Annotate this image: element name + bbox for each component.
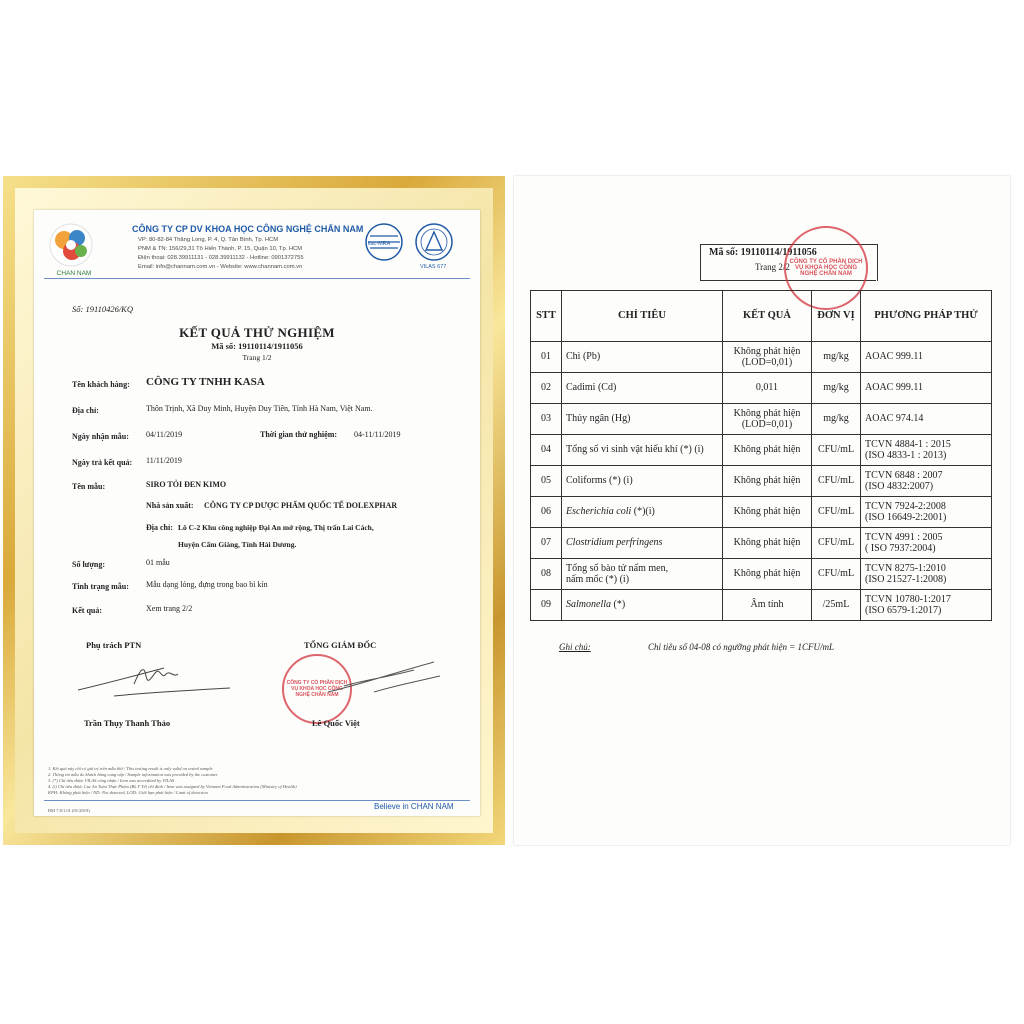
chan-nam-logo-icon	[48, 222, 94, 268]
certificate-page-2	[514, 176, 1010, 845]
cell-chi-tieu: Coliforms (*) (i)	[562, 466, 723, 497]
return-label: Ngày trả kết quả:	[72, 458, 133, 467]
cell-phuong-phap: AOAC 999.11	[861, 373, 992, 404]
table-row	[531, 404, 992, 435]
cell-chi-tieu: Thủy ngân (Hg)	[562, 404, 723, 435]
table-row	[531, 342, 992, 373]
header-ket-qua: KẾT QUẢ	[723, 291, 812, 342]
header-stt: STT	[531, 291, 562, 342]
table-header-row	[531, 291, 992, 342]
sign-right-title: TỔNG GIÁM ĐỐC	[304, 640, 377, 650]
note-text: Chỉ tiêu số 04-08 có ngưỡng phát hiện = 1CFU/mL	[648, 642, 835, 652]
cell-stt: 05	[531, 466, 562, 497]
cell-don-vi: CFU/mL	[812, 466, 861, 497]
cell-stt: 02	[531, 373, 562, 404]
signature-right-icon	[324, 656, 444, 700]
cell-ket-qua	[723, 404, 812, 435]
mfr-address-line-2: Huyện Cẩm Giàng, Tỉnh Hải Dương.	[178, 540, 297, 549]
cell-chi-tieu: Cadimi (Cd)	[562, 373, 723, 404]
cell-phuong-phap: AOAC 999.11	[861, 342, 992, 373]
page-title: KẾT QUẢ THỬ NGHIỆM	[179, 325, 335, 340]
note-label: Ghi chú:	[559, 642, 591, 652]
species-name: Clostridium perfringens	[566, 537, 663, 549]
method-text: TCVN 4991 : 2005	[865, 531, 943, 543]
cell-chi-tieu: Tổng số vi sinh vật hiếu khí (*) (i)	[562, 435, 723, 466]
cell-stt: 08	[531, 559, 562, 590]
footnote-3: 3. (*) Chỉ tiêu được VILAS công nhận / Item was accredited by VILAS	[48, 778, 175, 783]
mfr-address-label: Địa chỉ:	[146, 523, 173, 532]
document-number: Số: 19110426/KQ	[72, 304, 133, 314]
sign-right-name: Lê Quốc Việt	[312, 718, 360, 728]
cell-don-vi: CFU/mL	[812, 497, 861, 528]
cell-phuong-phap	[861, 466, 992, 497]
result-label: Kết quả:	[72, 606, 102, 615]
table-row	[531, 528, 992, 559]
cell-ket-qua: Không phát hiện	[723, 497, 812, 528]
cell-chi-tieu	[562, 497, 723, 528]
cell-don-vi: /25mL	[812, 590, 861, 621]
code-number: Mã số: 19110114/1911056	[211, 341, 303, 351]
address-line-4: Email: info@channam.com.vn - Website: www.channam.com.vn	[138, 264, 303, 270]
mfr-address-line-1: Lô C-2 Khu công nghiệp Đại An mở rộng, Thị trấn Lai Cách,	[178, 523, 374, 532]
cell-chi-tieu: Chì (Pb)	[562, 342, 723, 373]
cell-ket-qua	[723, 342, 812, 373]
address-line-1: VP: 80-82-84 Thăng Long, P. 4, Q. Tân Bình, Tp. HCM	[138, 237, 279, 243]
customer-value: CÔNG TY TNHH KASA	[146, 376, 265, 388]
method-text-2: ( ISO 7937:2004)	[865, 543, 936, 554]
cell-stt: 03	[531, 404, 562, 435]
cell-stt: 01	[531, 342, 562, 373]
cell-phuong-phap	[861, 497, 992, 528]
manufacturer-label: Nhà sản xuất:	[146, 501, 194, 510]
cell-don-vi: mg/kg	[812, 404, 861, 435]
footnote-1: 1. Kết quả này chỉ có giá trị trên mẫu thử / This testing result is only valid on tested sample	[48, 766, 213, 771]
cell-stt: 07	[531, 528, 562, 559]
test-time-label: Thời gian thử nghiệm:	[260, 430, 338, 439]
cell-chi-tieu	[562, 559, 723, 590]
method-text: TCVN 4884-1 : 2015	[865, 438, 951, 450]
table-row	[531, 373, 992, 404]
address-label: Địa chỉ:	[72, 406, 99, 415]
method-text-2: (ISO 21527-1:2008)	[865, 574, 947, 585]
received-label: Ngày nhận mẫu:	[72, 432, 129, 441]
species-name: Salmonella	[566, 599, 611, 611]
slogan: Believe in CHAN NAM	[374, 802, 454, 811]
table-row	[531, 435, 992, 466]
cell-don-vi: CFU/mL	[812, 559, 861, 590]
table-row	[531, 466, 992, 497]
results-table	[530, 290, 992, 621]
result-text: Không phát hiện	[733, 407, 801, 419]
header-don-vi: ĐƠN VỊ	[812, 291, 861, 342]
address-value: Thôn Trịnh, Xã Duy Minh, Huyện Duy Tiên, Tỉnh Hà Nam, Việt Nam.	[146, 404, 373, 413]
sign-left-name: Trần Thụy Thanh Thảo	[84, 718, 171, 728]
cell-stt: 09	[531, 590, 562, 621]
cell-phuong-phap	[861, 435, 992, 466]
method-text-2: (ISO 16649-2:2001)	[865, 512, 947, 523]
gold-frame-inner	[15, 188, 493, 833]
table-row	[531, 497, 992, 528]
sample-label: Tên mẫu:	[72, 482, 106, 491]
code-number-2: Mã số: 19110114/1911056	[709, 247, 817, 258]
result-value: Xem trang 2/2	[146, 604, 193, 613]
logo-name: CHAN NAM	[56, 270, 92, 277]
method-text-2: (ISO 6579-1:2017)	[865, 605, 942, 616]
cell-don-vi: mg/kg	[812, 373, 861, 404]
header-chi-tieu: CHỈ TIÊU	[562, 291, 723, 342]
received-value: 04/11/2019	[146, 430, 183, 439]
signature-left-icon	[74, 656, 234, 700]
vilas-icon	[414, 222, 454, 262]
table-row	[531, 559, 992, 590]
company-stamp-right: CÔNG TY CỔ PHẦN DỊCH VỤ KHOA HỌC CÔNG NGHỆ CHẤN NAM	[784, 226, 868, 310]
method-text: TCVN 10780-1:2017	[865, 593, 951, 605]
header-phuong-phap: PHƯƠNG PHÁP THỬ	[861, 291, 992, 342]
cell-phuong-phap	[861, 528, 992, 559]
cell-phuong-phap: AOAC 974.14	[861, 404, 992, 435]
ilac-mra-label: ilac-MRA	[368, 241, 391, 247]
cell-ket-qua: Không phát hiện	[723, 559, 812, 590]
address-line-2: PNM & TN: 156/29,31 Tô Hiến Thành, P. 15, Quận 10, Tp. HCM	[138, 246, 303, 252]
cell-chi-tieu	[562, 528, 723, 559]
method-text: TCVN 8275-1:2010	[865, 562, 946, 574]
result-text: Không phát hiện	[733, 345, 801, 357]
item-marks: (*)(i)	[631, 506, 655, 518]
return-value: 11/11/2019	[146, 456, 182, 465]
species-name: Escherichia coli	[566, 506, 632, 518]
result-text-2: (LOD=0,01)	[741, 419, 793, 430]
cell-ket-qua: Không phát hiện	[723, 435, 812, 466]
method-text: TCVN 6848 : 2007	[865, 469, 943, 481]
test-time-value: 04-11/11/2019	[354, 430, 401, 439]
quantity-value: 01 mẫu	[146, 558, 170, 567]
cell-don-vi: mg/kg	[812, 342, 861, 373]
method-text-2: (ISO 4832:2007)	[865, 481, 934, 492]
sample-value: SIRO TỎI ĐEN KIMO	[146, 480, 227, 489]
footnote-5: KPH: Không phát hiện / ND: Not detected, LOD: Giới hạn phát hiện / Limit of detection	[48, 790, 208, 795]
company-stamp-left: CÔNG TY CỔ PHẦN DỊCH VỤ KHOA HỌC CÔNG NGHỆ CHẤN NAM	[282, 654, 352, 724]
cell-phuong-phap	[861, 559, 992, 590]
cell-don-vi: CFU/mL	[812, 528, 861, 559]
cell-phuong-phap	[861, 590, 992, 621]
vilas-label: VILAS 677	[420, 264, 447, 270]
address-line-3: Điện thoại: 028.39911131 - 028.39911132 - Hotline: 0901372755	[138, 255, 304, 261]
cell-ket-qua: 0,011	[723, 373, 812, 404]
customer-label: Tên khách hàng:	[72, 380, 130, 389]
table-row	[531, 590, 992, 621]
header-divider	[44, 278, 470, 279]
gold-frame	[3, 176, 505, 845]
cell-ket-qua: Không phát hiện	[723, 528, 812, 559]
item-text-2: nấm mốc (*) (i)	[566, 574, 630, 585]
cell-chi-tieu	[562, 590, 723, 621]
certificate-page-1	[34, 210, 480, 816]
footnote-2: 2. Thông tin mẫu do khách hàng cung cấp / Sample information was provided by the customer	[48, 772, 218, 777]
item-text: Tổng số bào tử nấm men,	[566, 562, 669, 574]
quantity-label: Số lượng:	[72, 560, 106, 569]
company-name: CÔNG TY CP DV KHOA HỌC CÔNG NGHỆ CHẤN NAM	[132, 224, 364, 234]
sign-left-title: Phụ trách PTN	[86, 640, 142, 650]
result-text-2: (LOD=0,01)	[741, 357, 793, 368]
cell-stt: 04	[531, 435, 562, 466]
item-marks: (*)	[611, 599, 626, 611]
cell-ket-qua: Không phát hiện	[723, 466, 812, 497]
page-number: Trang 1/2	[242, 353, 272, 362]
manufacturer-value: CÔNG TY CP DƯỢC PHẨM QUỐC TẾ DOLEXPHAR	[204, 501, 398, 510]
form-code: BM 7.8/1.01 (01/2019)	[48, 808, 90, 813]
condition-label: Tình trạng mẫu:	[72, 582, 129, 591]
footer-divider	[44, 800, 470, 801]
cell-stt: 06	[531, 497, 562, 528]
cell-ket-qua: Âm tính	[723, 590, 812, 621]
page-number-2: Trang 2/2	[755, 262, 790, 272]
footnote-4: 4. (i) Chỉ tiêu được Cục An Toàn Thực Phẩm (Bộ Y Tế) chỉ định / Item was assigned by Vietnam Food Administration (Ministry of Health)	[48, 784, 297, 789]
condition-value: Mẫu dạng lỏng, đựng trong bao bì kín	[146, 580, 268, 589]
cell-don-vi: CFU/mL	[812, 435, 861, 466]
method-text: TCVN 7924-2:2008	[865, 500, 946, 512]
method-text-2: (ISO 4833-1 : 2013)	[865, 450, 947, 461]
